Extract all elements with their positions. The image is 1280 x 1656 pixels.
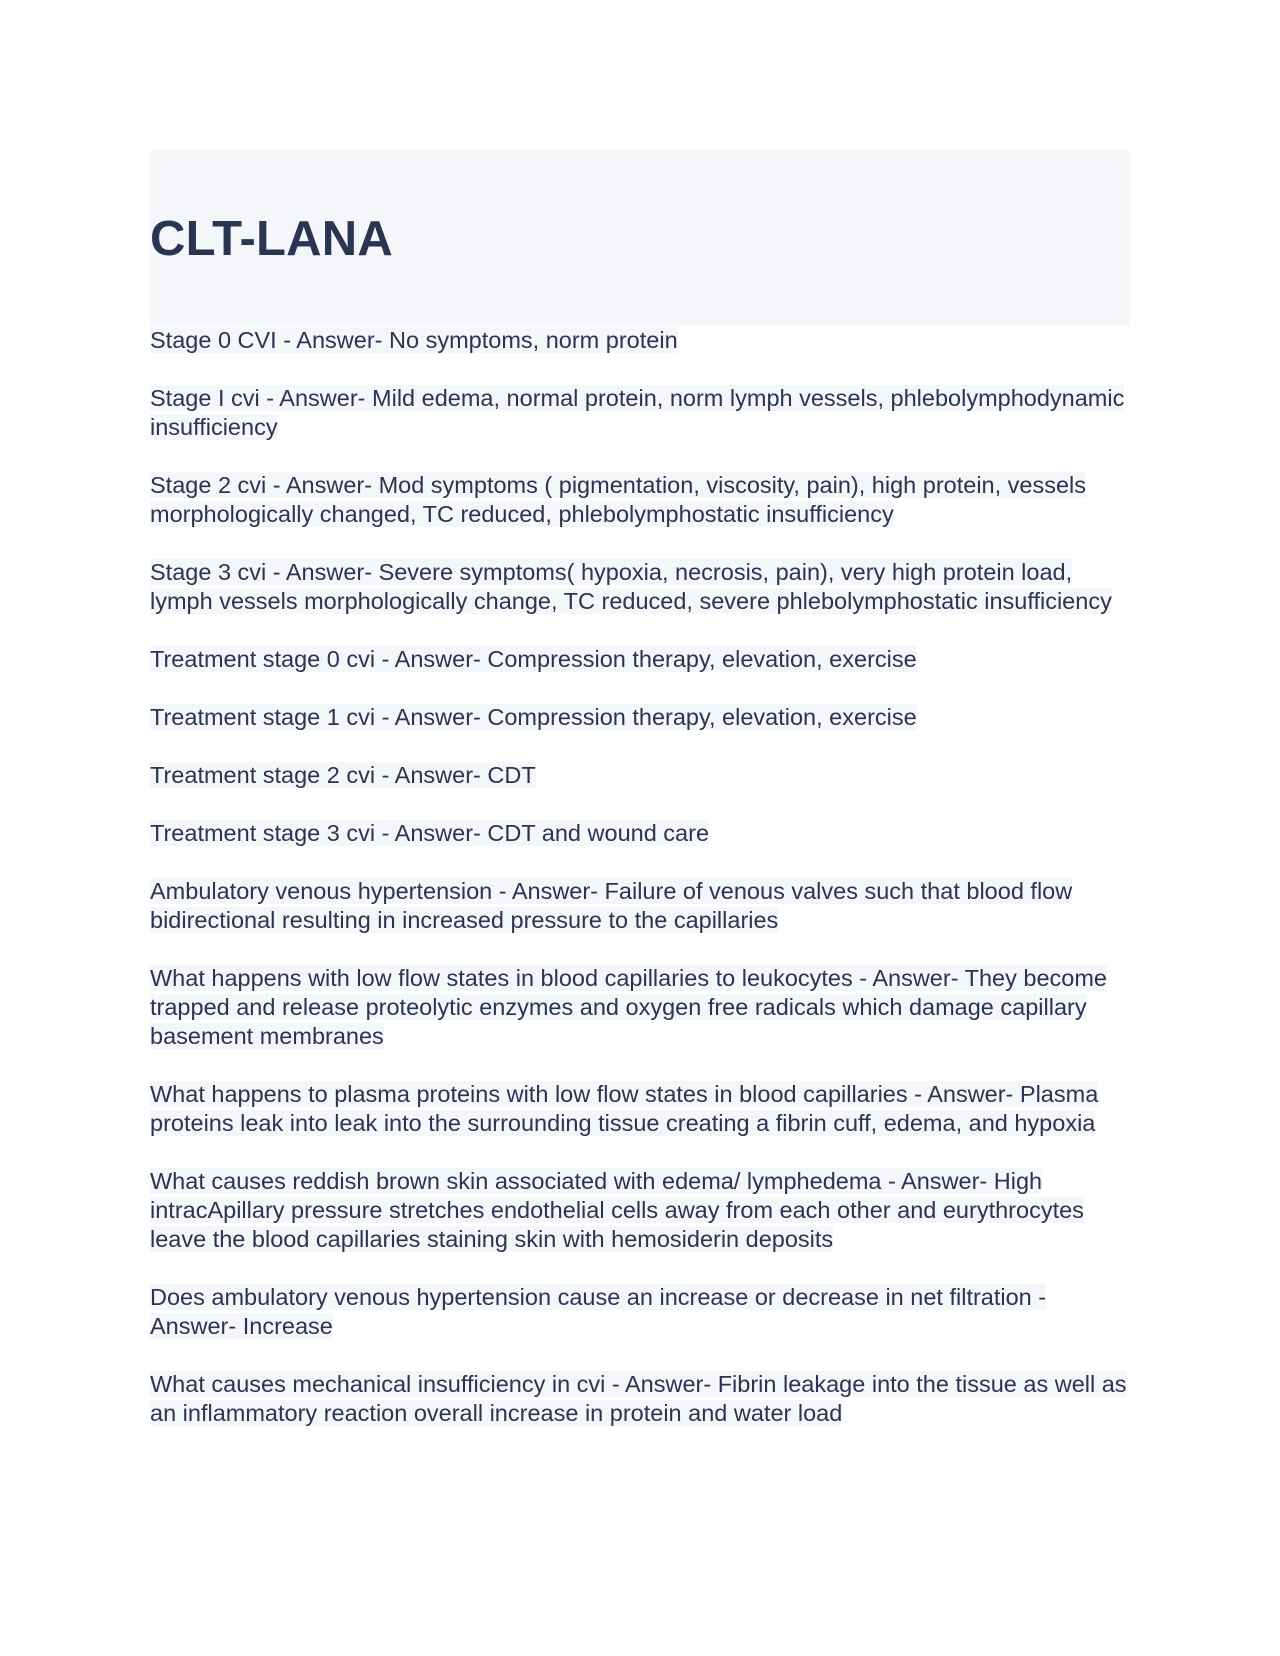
qa-text: Stage 2 cvi - Answer- Mod symptoms ( pigmentation, viscosity, pain), high protein, vessels morphologically changed, TC reduced, phlebolymphostatic insufficiency (150, 472, 1087, 527)
qa-item (150, 703, 1130, 732)
qa-text: Stage 3 cvi - Answer- Severe symptoms( hypoxia, necrosis, pain), very high protein load, lymph vessels morphologically change, TC reduced, severe phlebolymphostatic insufficiency (150, 559, 1112, 614)
qa-item (150, 558, 1130, 616)
qa-item (150, 645, 1130, 674)
qa-text: Treatment stage 1 cvi - Answer- Compression therapy, elevation, exercise (150, 704, 917, 730)
qa-item (150, 384, 1130, 442)
qa-item (150, 326, 1130, 355)
document-title: CLT-LANA (150, 212, 393, 266)
qa-text: Ambulatory venous hypertension - Answer- Failure of venous valves such that blood flow bidirectional resulting in increased pressure to the capillaries (150, 878, 1073, 933)
qa-text: Treatment stage 0 cvi - Answer- Compression therapy, elevation, exercise (150, 646, 917, 672)
qa-item (150, 471, 1130, 529)
qa-item (150, 877, 1130, 935)
qa-text: What causes reddish brown skin associated with edema/ lymphedema - Answer- High intracApillary pressure stretches endothelial cells away from each other and eurythrocytes leave the blood capillaries staining skin with hemosiderin deposits (150, 1168, 1084, 1252)
qa-text: Treatment stage 3 cvi - Answer- CDT and wound care (150, 820, 710, 846)
qa-text: What causes mechanical insufficiency in cvi - Answer- Fibrin leakage into the tissue as well as an inflammatory reaction overall increase in protein and water load (150, 1371, 1127, 1426)
qa-text: Treatment stage 2 cvi - Answer- CDT (150, 762, 536, 788)
qa-item (150, 1370, 1130, 1428)
qa-item (150, 819, 1130, 848)
qa-item (150, 1167, 1130, 1254)
qa-text: Stage 0 CVI - Answer- No symptoms, norm protein (150, 327, 678, 353)
qa-list (150, 326, 1130, 1428)
title-block (150, 150, 1130, 326)
qa-text: Does ambulatory venous hypertension cause an increase or decrease in net filtration - Answer- Increase (150, 1284, 1047, 1339)
document-page (150, 150, 1130, 1457)
qa-item (150, 1283, 1130, 1341)
qa-item (150, 761, 1130, 790)
qa-item (150, 964, 1130, 1051)
qa-text: What happens with low flow states in blood capillaries to leukocytes - Answer- They become trapped and release proteolytic enzymes and oxygen free radicals which damage capillary basement membranes (150, 965, 1108, 1049)
qa-item (150, 1080, 1130, 1138)
qa-text: What happens to plasma proteins with low flow states in blood capillaries - Answer- Plasma proteins leak into leak into the surrounding tissue creating a fibrin cuff, edema, and hypoxia (150, 1081, 1099, 1136)
qa-text: Stage I cvi - Answer- Mild edema, normal protein, norm lymph vessels, phlebolymphodynamic insufficiency (150, 385, 1125, 440)
